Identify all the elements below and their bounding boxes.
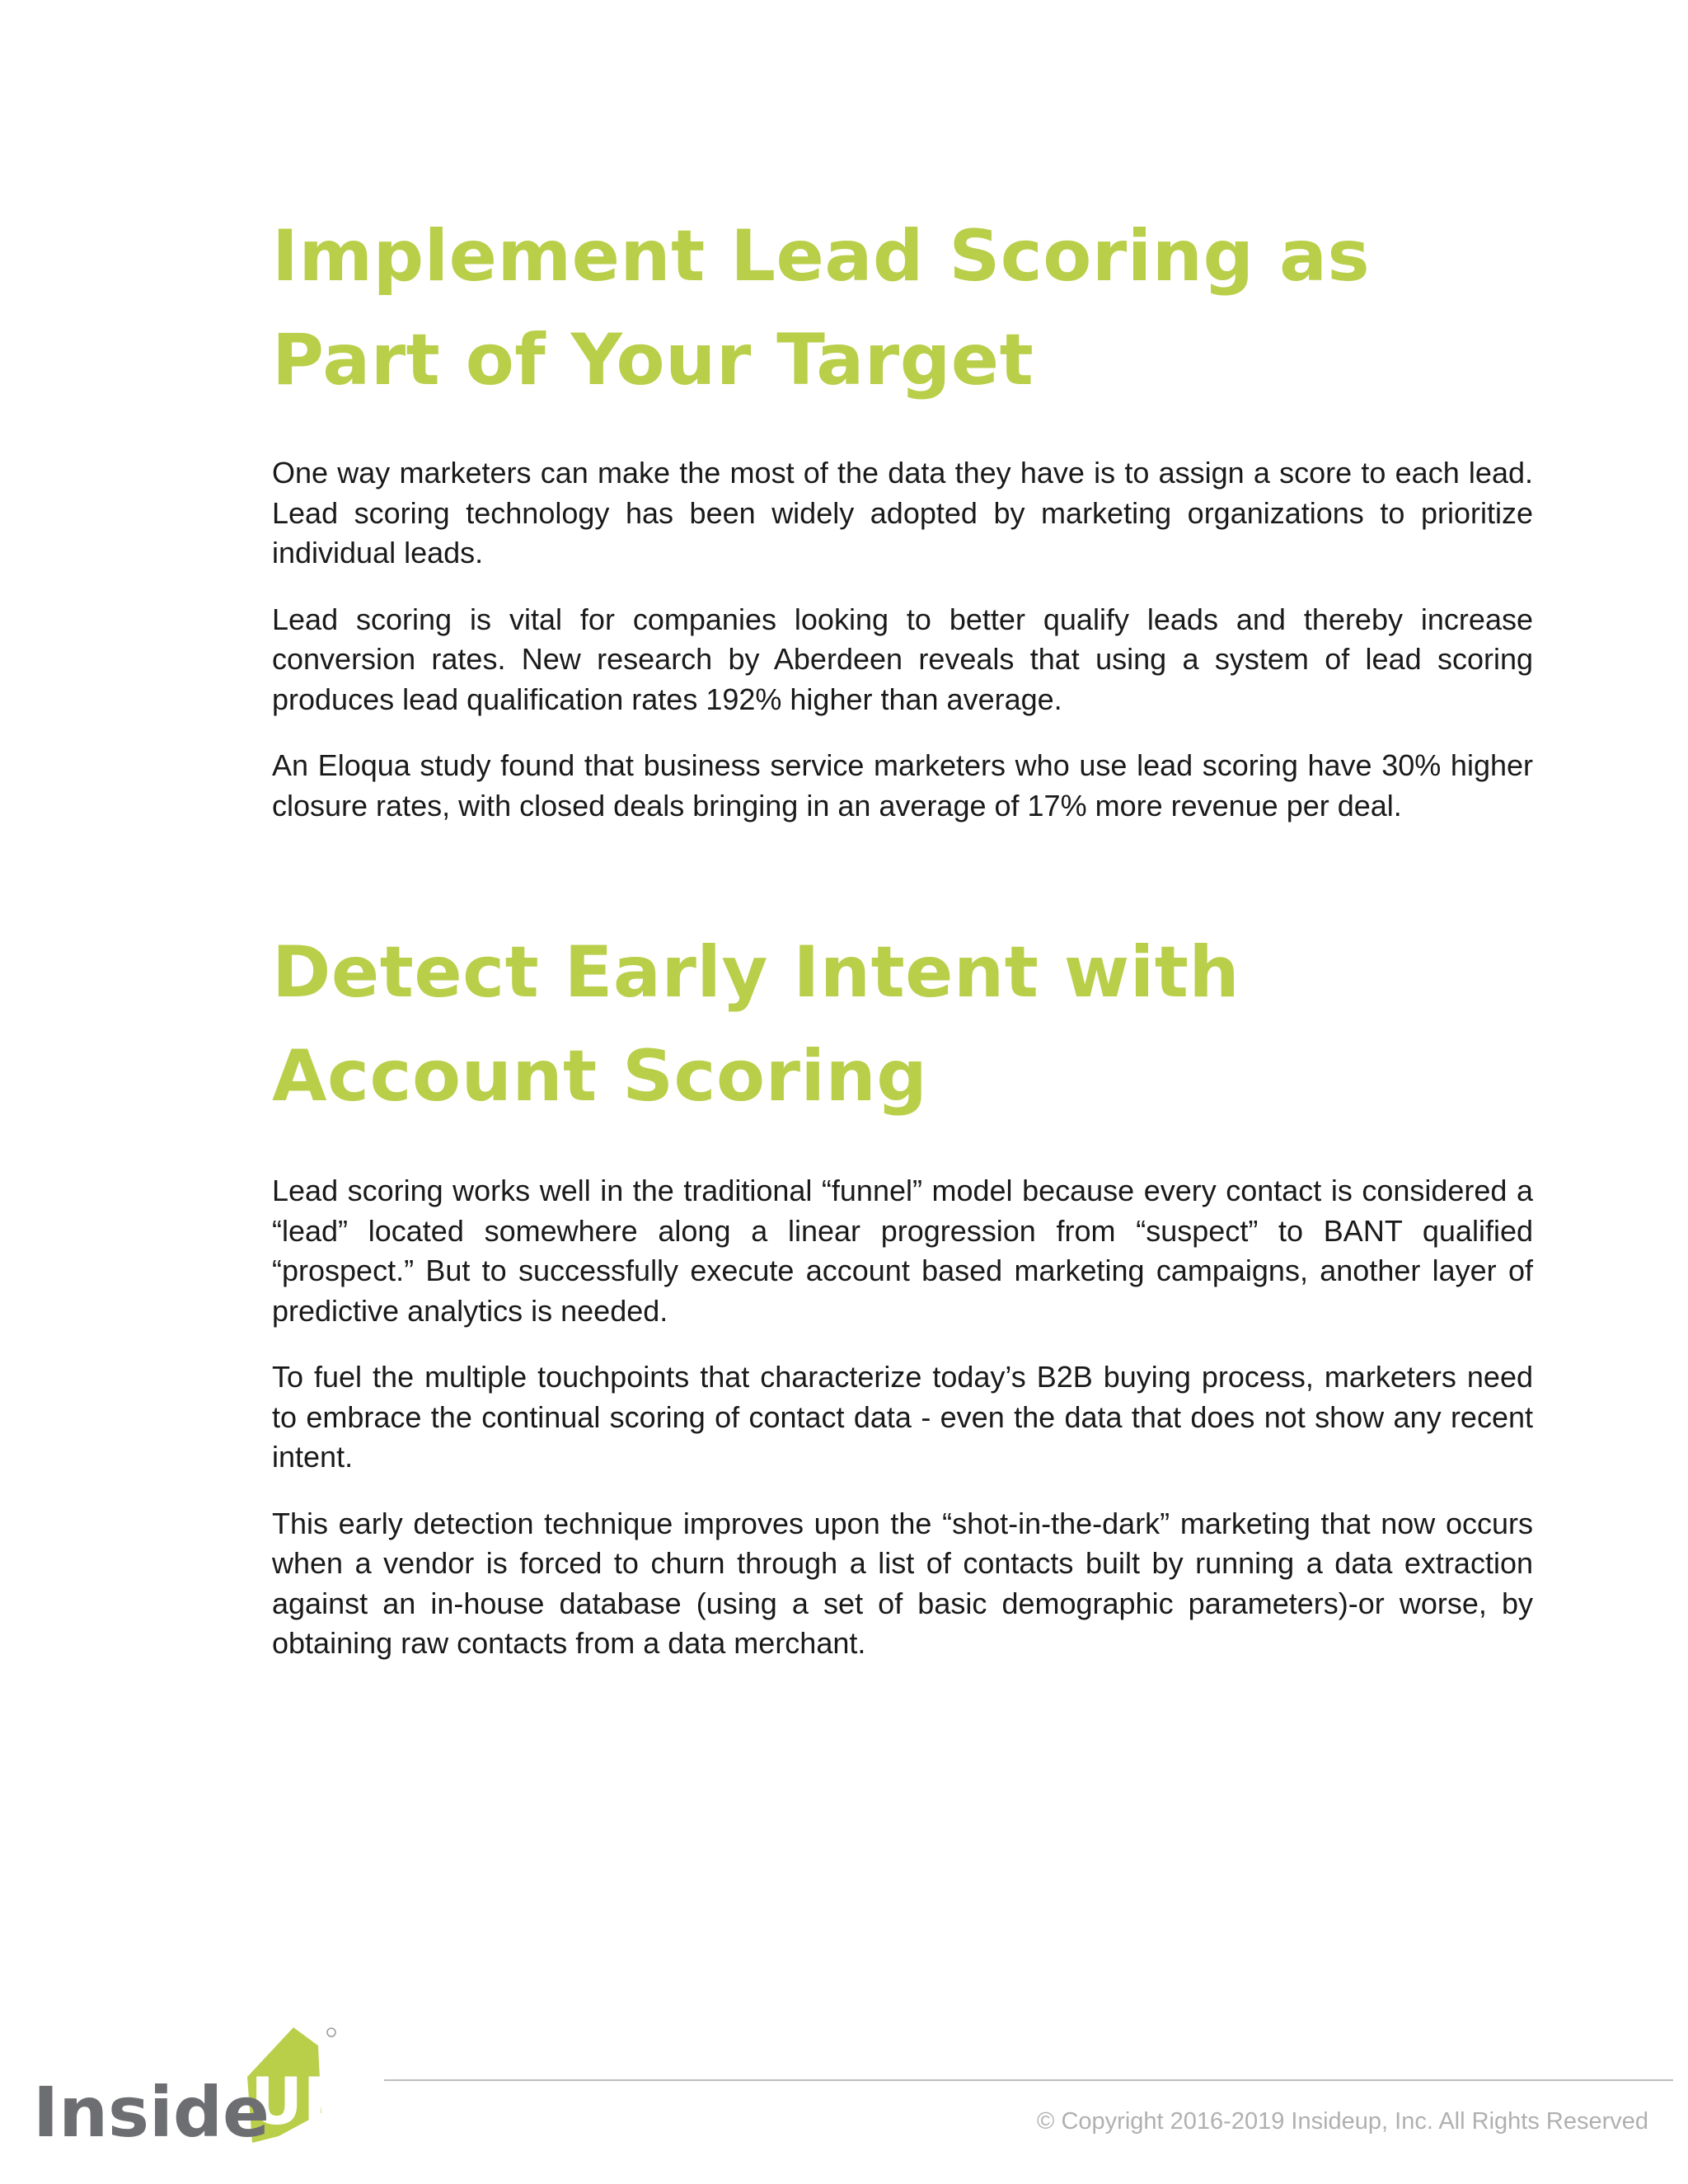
- paragraph: One way marketers can make the most of the data they have is to assign a score to each lead. Lead scoring technology has been widely adopted by marketing organizations to prioritize individual leads.: [272, 456, 1533, 569]
- registered-mark-icon: [327, 2028, 335, 2036]
- paragraph: Lead scoring works well in the traditional “funnel” model because every contact is considered a “lead” located somewhere along a linear progression from “suspect” to BANT qualified “prospect.” But to successfully execute account based marketing campaigns, another layer of predictive analytics is needed.: [272, 1174, 1533, 1328]
- paragraph: An Eloqua study found that business service marketers who use lead scoring have 30% higher closure rates, with closed deals bringing in an average of 17% more revenue per deal.: [272, 748, 1533, 823]
- logo-inside-text: Inside: [33, 2072, 270, 2153]
- section-heading: Implement Lead Scoring as Part of Your Target: [272, 215, 1371, 401]
- footer-divider: [384, 2079, 1673, 2081]
- section-account-scoring: [272, 921, 1533, 1664]
- insideup-logo: [31, 2021, 361, 2161]
- section-heading: Detect Early Intent with Account Scoring: [272, 931, 1240, 1118]
- paragraph: To fuel the multiple touchpoints that characterize today’s B2B buying process, marketers need to embrace the continual scoring of contact data - even the data that does not show any recent intent.: [272, 1360, 1533, 1474]
- page-content: [272, 204, 1533, 1690]
- logo-up-text: UP: [251, 2065, 350, 2139]
- paragraph: This early detection technique improves upon the “shot-in-the-dark” marketing that now occurs when a vendor is forced to churn through a list of contacts built by running a data extraction against an in-house database (using a set of basic demographic parameters)-or worse, by obtaining raw contacts from a data merchant.: [272, 1506, 1533, 1660]
- copyright-text: © Copyright 2016-2019 Insideup, Inc. All Rights Reserved: [1037, 2108, 1648, 2135]
- paragraph: Lead scoring is vital for companies looking to better qualify leads and thereby increase conversion rates. New research by Aberdeen reveals that using a system of lead scoring produces lead qualification rates 192% higher than average.: [272, 602, 1533, 716]
- section-lead-scoring: [272, 204, 1533, 826]
